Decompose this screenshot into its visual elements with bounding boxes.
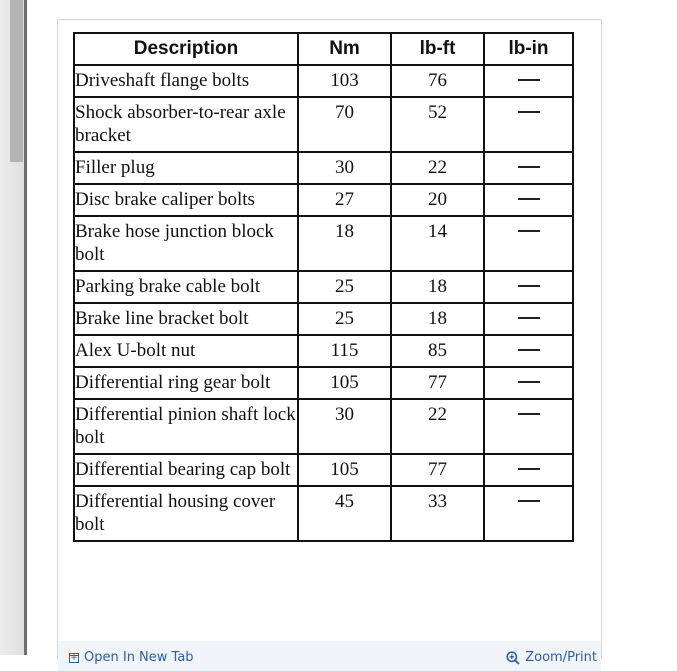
cell-description: Driveshaft flange bolts bbox=[74, 65, 298, 97]
scrollbar-thumb[interactable] bbox=[10, 0, 23, 162]
dash-mark bbox=[518, 381, 540, 383]
dash-mark bbox=[518, 230, 540, 232]
cell-description: Filler plug bbox=[74, 152, 298, 184]
cell-nm: 25 bbox=[298, 303, 391, 335]
cell-nm: 27 bbox=[298, 184, 391, 216]
dash-mark bbox=[518, 198, 540, 200]
cell-description: Parking brake cable bolt bbox=[74, 271, 298, 303]
table-row bbox=[74, 335, 573, 367]
cell-nm: 115 bbox=[298, 335, 391, 367]
cell-lbft: 18 bbox=[391, 303, 484, 335]
cell-nm: 25 bbox=[298, 271, 391, 303]
dash-mark bbox=[518, 166, 540, 168]
zoom-print-link[interactable] bbox=[506, 650, 597, 665]
cell-description: Brake hose junction block bolt bbox=[74, 216, 298, 271]
cell-lbft: 85 bbox=[391, 335, 484, 367]
zoom-in-icon bbox=[506, 651, 520, 665]
table-row bbox=[74, 184, 573, 216]
cell-description: Differential housing cover bolt bbox=[74, 486, 298, 541]
cell-lbft: 20 bbox=[391, 184, 484, 216]
table-row bbox=[74, 399, 573, 454]
cell-description: Shock absorber-to-rear axle bracket bbox=[74, 97, 298, 152]
dash-mark bbox=[518, 500, 540, 502]
cell-nm: 105 bbox=[298, 454, 391, 486]
table-row bbox=[74, 152, 573, 184]
cell-lbft: 22 bbox=[391, 399, 484, 454]
table-row bbox=[74, 271, 573, 303]
cell-nm: 18 bbox=[298, 216, 391, 271]
table-header-row bbox=[74, 33, 573, 65]
cell-description: Disc brake caliper bolts bbox=[74, 184, 298, 216]
header-nm: Nm bbox=[298, 33, 391, 65]
cell-description: Differential pinion shaft lock bolt bbox=[74, 399, 298, 454]
pane-divider bbox=[24, 0, 27, 655]
cell-description: Alex U-bolt nut bbox=[74, 335, 298, 367]
cell-lbin bbox=[484, 367, 573, 399]
cell-lbft: 33 bbox=[391, 486, 484, 541]
header-description: Description bbox=[74, 33, 298, 65]
cell-lbin bbox=[484, 271, 573, 303]
cell-lbft: 77 bbox=[391, 454, 484, 486]
table-row bbox=[74, 486, 573, 541]
table-row bbox=[74, 65, 573, 97]
cell-lbin bbox=[484, 454, 573, 486]
cell-description: Brake line bracket bolt bbox=[74, 303, 298, 335]
dash-mark bbox=[518, 468, 540, 470]
cell-lbin bbox=[484, 335, 573, 367]
dash-mark bbox=[518, 349, 540, 351]
cell-nm: 30 bbox=[298, 399, 391, 454]
table-row bbox=[74, 303, 573, 335]
table-row bbox=[74, 97, 573, 152]
zoom-print-label: Zoom/Print bbox=[525, 650, 597, 665]
cell-description: Differential bearing cap bolt bbox=[74, 454, 298, 486]
cell-nm: 70 bbox=[298, 97, 391, 152]
open-in-new-tab-label: Open In New Tab bbox=[84, 650, 194, 665]
torque-spec-table bbox=[73, 32, 574, 542]
cell-nm: 103 bbox=[298, 65, 391, 97]
dash-mark bbox=[518, 111, 540, 113]
cell-lbft: 76 bbox=[391, 65, 484, 97]
cell-lbin bbox=[484, 152, 573, 184]
table-row bbox=[74, 216, 573, 271]
cell-lbin bbox=[484, 303, 573, 335]
cell-lbin bbox=[484, 184, 573, 216]
cell-lbin bbox=[484, 65, 573, 97]
torque-spec-card bbox=[57, 19, 602, 665]
cell-lbin bbox=[484, 97, 573, 152]
dash-mark bbox=[518, 317, 540, 319]
table-row bbox=[74, 454, 573, 486]
dash-mark bbox=[518, 413, 540, 415]
dash-mark bbox=[518, 79, 540, 81]
cell-lbin bbox=[484, 216, 573, 271]
table-row bbox=[74, 367, 573, 399]
cell-nm: 30 bbox=[298, 152, 391, 184]
header-lbft: lb-ft bbox=[391, 33, 484, 65]
cell-nm: 105 bbox=[298, 367, 391, 399]
cell-lbft: 22 bbox=[391, 152, 484, 184]
cell-lbin bbox=[484, 399, 573, 454]
new-tab-icon bbox=[69, 653, 79, 663]
open-in-new-tab-link[interactable] bbox=[69, 650, 194, 665]
cell-lbft: 14 bbox=[391, 216, 484, 271]
cell-description: Differential ring gear bolt bbox=[74, 367, 298, 399]
header-lbin: lb-in bbox=[484, 33, 573, 65]
cell-lbft: 77 bbox=[391, 367, 484, 399]
cell-lbft: 18 bbox=[391, 271, 484, 303]
left-scroll-track[interactable] bbox=[0, 0, 24, 655]
cell-lbft: 52 bbox=[391, 97, 484, 152]
cell-lbin bbox=[484, 486, 573, 541]
cell-nm: 45 bbox=[298, 486, 391, 541]
dash-mark bbox=[518, 285, 540, 287]
